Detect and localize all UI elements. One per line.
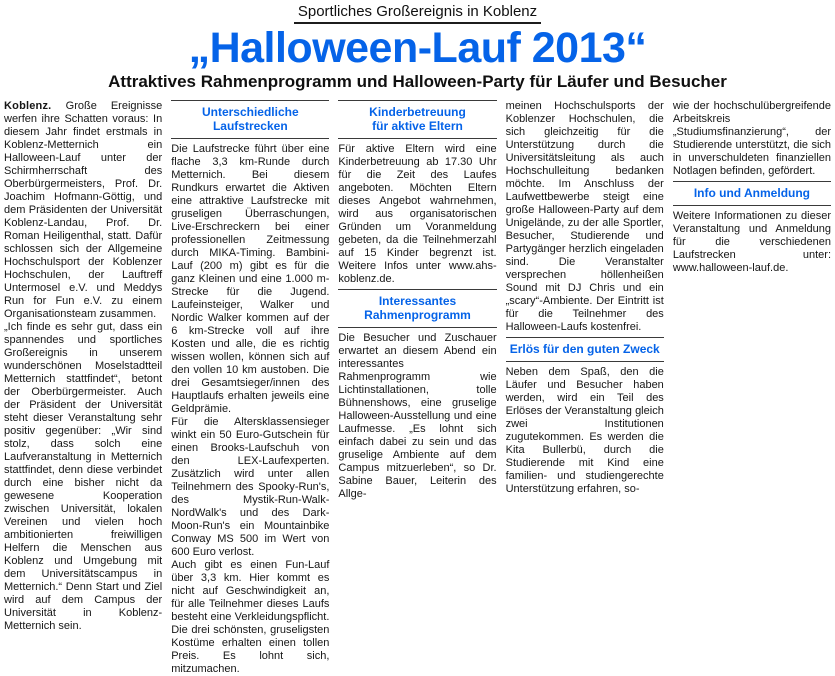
kicker-row: [2, 3, 833, 24]
body-paragraph: wie der hochschulübergreifende Arbeitskreis „Studiumsfinanzierung“, der Studierende unterstützt, die sich in unverschuldeten finanziellen Notlagen befinden, gefördert.: [672, 100, 832, 177]
article-column-1: [4, 100, 162, 633]
section-header: Interessantes Rahmenprogramm: [338, 289, 496, 328]
masthead: [2, 3, 833, 92]
article-column-5: [673, 100, 831, 275]
section-header: Unterschiedliche Laufstrecken: [171, 100, 329, 139]
body-paragraph: Weitere Informationen zu dieser Veranstaltung und Anmeldung für die verschiedenen Laufstrecken unter: www.halloween-lauf.de.: [672, 210, 832, 274]
article-column-2: [171, 100, 329, 676]
article-title: „Halloween-Lauf 2013“: [188, 24, 647, 72]
body-paragraph: Die Besucher und Zuschauer erwartet an diesem Abend ein interessantes Rahmenprogramm wie Lichtinstallationen, tolle Bühnenshows, eine gruselige Halloween-Ausstellung und eine Laufmesse. „Es lohnt sich einfach dabei zu sein und das gruselige Ambiente auf dem Campus mitzuerleben“, so Dr. Sabine Bauer, Leiterin des Allge-: [338, 332, 497, 500]
section-header: Erlös für den guten Zweck: [506, 337, 664, 362]
article-column-4: [506, 100, 664, 496]
body-paragraph: Auch gibt es einen Fun-Lauf über 3,3 km. Hier kommt es nicht auf Geschwindigkeit an, für alle Teilnehmer dieses Laufs besteht eine Verkleidungspflicht. Die drei schönsten, gruseligsten Kostüme erhalten einen tollen Preis. Es lohnt sich, mitzumachen.: [171, 559, 330, 675]
body-paragraph: meinen Hochschulsports der Koblenzer Hochschulen, die sich gleichzeitig für die Unterstützung durch die Universitätsleitung als auch Hochschulleitung bedanken möchte. Im Anschluss der Laufwettbewerbe steigt eine große Halloween-Party auf dem Unigelände, zu der alle Sportler, Besucher, Studierende und Partygänger herzlich eingeladen sind. Die Veranstalter versprechen höllenheißen Sound mit DJ Chris und ein „scary“-Ambiente. Der Eintritt ist für die Teilnehmer des Halloween-Laufs kostenfrei.: [505, 100, 664, 333]
section-header: Kinderbetreuung für aktive Eltern: [338, 100, 496, 139]
dateline: Koblenz.: [4, 100, 66, 112]
body-paragraph: Koblenz. Große Ereignisse werfen ihre Schatten voraus: In diesem Jahr findet erstmals in Koblenz-Metternich ein Halloween-Lauf unter der Schirmherrschaft des Oberbürgermeisters, Prof. Dr. Joachim Hofmann-Göttig, und dem Präsidenten der Universität Koblenz-Landau, Prof. Dr. Roman Heiligenthal, statt. Dafür schlossen sich der Allgemeine Hochschulsport der Koblenzer Hochschulen, der Lauftreff Untermosel e.V. und Meddys Run for Fun e.V. zu einem Organisationsteam zusammen.: [4, 100, 163, 320]
body-paragraph: Für aktive Eltern wird eine Kinderbetreuung ab 17.30 Uhr für die Zeit des Laufes angeboten. Möchten Eltern dieses Angebot wahrnehmen, wird aus organisatorischen Gründen um Voranmeldung gebeten, da die Teilnehmerzahl auf 15 Kinder begrenzt ist. Weitere Infos unter www.ahs-koblenz.de.: [338, 143, 497, 285]
article-columns: [2, 100, 833, 676]
body-paragraph: Für die Altersklassensieger winkt ein 50 Euro-Gutschein für einen Brooks-Laufschuh von den LEX-Laufexperten. Zusätzlich wird unter allen Teilnehmern des Spooky-Run's, des Mystik-Run-Walk-NordWalk's und des Dark-Moon-Run's ein Mountainbike Conway MS 500 im Wert von 600 Euro verlost.: [171, 416, 330, 558]
section-header: Info und Anmeldung: [673, 181, 831, 206]
kicker: Sportliches Großereignis in Koblenz: [294, 3, 541, 24]
body-paragraph: Die Laufstrecke führt über eine flache 3,3 km-Runde durch Metternich. Bei diesem Rundkurs erwartet die Aktiven eine attraktive Laufstrecke mit gruseligen Überraschungen, Live-Erschreckern bei einer professionellen Zeitmessung durch MIKA-Timing. Bambini-Lauf (200 m) gibt es für die ganz Kleinen und eine 1.000 m-Strecke für die Jugend. Laufeinsteiger, Walker und Nordic Walker kommen auf der 6 km-Strecke voll auf ihre Kosten und alle, die es richtig wissen wollen, können sich auf den vollen 10 km austoben. Die drei Gesamtsieger/innen des Hauptlaufs erhalten jeweils eine Geldprämie.: [171, 143, 330, 415]
article-column-3: [338, 100, 496, 501]
body-paragraph: Neben dem Spaß, den die Läufer und Besucher haben werden, wird ein Teil des Erlöses der Veranstaltung gleich zwei Institutionen zugutekommen. Es werden die Kita Bullerbü, durch die Studierende mit Kind eine familien- und studiengerechte Unterstützung erfahren, so-: [505, 366, 664, 495]
article-subtitle: Attraktives Rahmenprogramm und Halloween-Party für Läufer und Besucher: [108, 72, 727, 91]
body-paragraph: „Ich finde es sehr gut, dass ein spannendes und sportliches Großereignis in unserem wunderschönen Moselstadtteil Metternich stattfindet“, betont der Oberbürgermeister. Auch der Präsident der Universität steht dieser Veranstaltung sehr positiv gegenüber: „Wir sind stolz, dass solch eine Laufveranstaltung in Metternich stattfindet, denn diese verbindet durch eine bisher nicht da gewesene Kooperation zwischen Universität, lokalen Vereinen und vielen hoch ambitionierten freiwilligen Helfern die Menschen aus Koblenz und Umgebung mit dem Universitätscampus in Metternich.“ Denn Start und Ziel wird auf dem Campus der Universität in Koblenz-Metternich sein.: [4, 321, 163, 632]
